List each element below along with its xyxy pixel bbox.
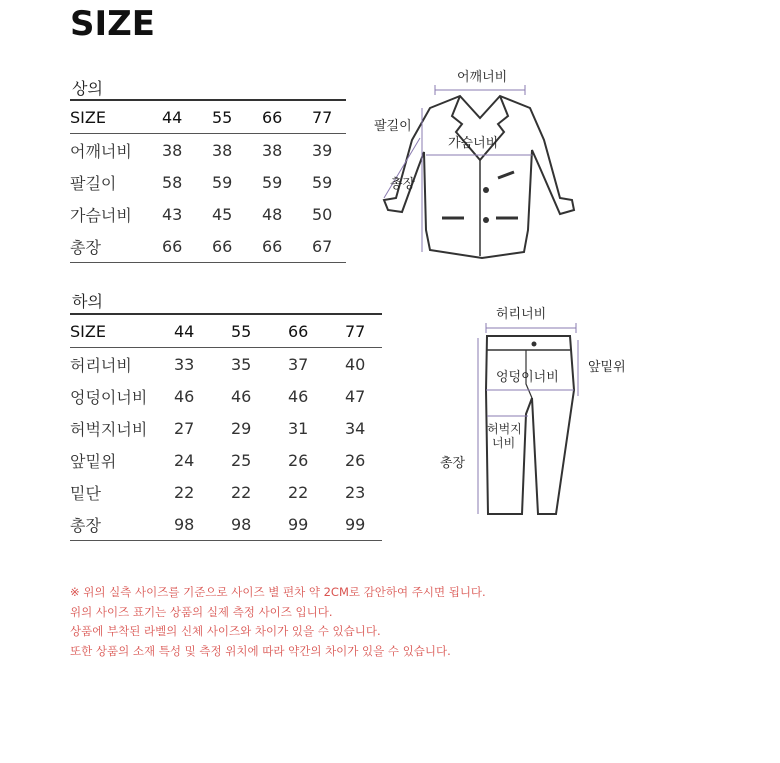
cell: 25 (231, 450, 252, 470)
cell: 59 (262, 172, 283, 192)
page-title: SIZE (70, 4, 156, 44)
header-cell: 66 (262, 100, 312, 134)
thigh-width-label: 허벅지 (487, 422, 522, 436)
sleeve-length-label: 팔길이 (374, 119, 412, 134)
cell: 27 (174, 418, 195, 438)
waist-width-label: 허리너비 (496, 307, 547, 322)
table-row (70, 134, 346, 167)
cell: 22 (288, 482, 309, 502)
row-label: 팔길이 (70, 173, 117, 193)
table-row (70, 348, 382, 381)
header-cell: 55 (212, 100, 262, 134)
cell: 66 (212, 230, 262, 263)
table-header-row (70, 100, 346, 134)
note-line: 또한 상품의 소재 특성 및 측정 위치에 따라 약간의 차이가 있을 수 있습니다. (70, 643, 451, 658)
header-cell: SIZE (70, 314, 174, 348)
cell: 50 (312, 204, 333, 224)
note-line: 위의 사이즈 표기는 상품의 실제 측정 사이즈 입니다. (70, 604, 333, 619)
jacket-diagram (360, 60, 590, 270)
cell: 66 (162, 230, 212, 263)
cell: 98 (231, 508, 288, 541)
cell: 33 (174, 354, 195, 374)
cell: 24 (174, 450, 195, 470)
top-size-table (70, 99, 346, 263)
row-label: 총장 (70, 508, 174, 541)
shoulder-width-label: 어깨너비 (457, 70, 508, 85)
row-label: 밑단 (70, 483, 101, 503)
chest-width-label: 가슴너비 (448, 136, 499, 151)
table-header-row (70, 314, 382, 348)
cell: 23 (345, 482, 366, 502)
cell: 46 (174, 386, 195, 406)
row-label: 허리너비 (70, 355, 132, 375)
row-label: 어깨너비 (70, 141, 132, 161)
cell: 47 (345, 386, 366, 406)
cell: 38 (212, 140, 233, 160)
row-label: 총장 (70, 230, 162, 263)
header-cell: 77 (345, 314, 382, 348)
table-row (70, 166, 346, 198)
cell: 26 (345, 450, 366, 470)
cell: 38 (162, 140, 183, 160)
header-cell: 77 (312, 100, 346, 134)
cell: 43 (162, 204, 183, 224)
bottom-size-table (70, 313, 382, 541)
cell: 67 (312, 230, 346, 263)
header-cell: 44 (174, 314, 231, 348)
cell: 99 (288, 508, 345, 541)
row-label: 엉덩이너비 (70, 387, 148, 407)
cell: 37 (288, 354, 309, 374)
table-row (70, 476, 382, 508)
hip-width-label: 엉덩이너비 (496, 370, 559, 385)
cell: 29 (231, 418, 252, 438)
table-row (70, 444, 382, 476)
header-cell: 66 (288, 314, 345, 348)
row-label: 가슴너비 (70, 205, 132, 225)
table-row (70, 198, 346, 230)
header-cell: SIZE (70, 100, 162, 134)
top-section-label: 상의 (72, 79, 103, 98)
header-cell: 44 (162, 100, 212, 134)
thigh-width-label-2: 너비 (492, 436, 516, 450)
cell: 22 (174, 482, 195, 502)
jacket-button (483, 187, 489, 193)
cell: 59 (212, 172, 233, 192)
header-cell: 55 (231, 314, 288, 348)
table-row (70, 230, 346, 263)
front-rise-label: 앞밑위 (588, 360, 626, 375)
pants-diagram (430, 296, 650, 530)
cell: 46 (231, 386, 252, 406)
cell: 40 (345, 354, 366, 374)
cell: 31 (288, 418, 309, 438)
table-row (70, 380, 382, 412)
total-length-label: 총장 (390, 177, 416, 192)
note-line: ※ 위의 실측 사이즈를 기준으로 사이즈 별 편차 약 2CM로 감안하여 주시면 됩니다. (70, 585, 486, 599)
cell: 39 (312, 140, 333, 160)
jacket-button (483, 217, 489, 223)
cell: 59 (312, 172, 333, 192)
cell: 38 (262, 140, 283, 160)
pants-button (532, 342, 537, 347)
cell: 58 (162, 172, 183, 192)
size-notes (70, 583, 486, 661)
note-line: 상품에 부착된 라벨의 신체 사이즈와 차이가 있을 수 있습니다. (70, 624, 381, 638)
row-label: 앞밑위 (70, 451, 117, 471)
bottom-section-label: 하의 (72, 292, 103, 311)
cell: 35 (231, 354, 252, 374)
cell: 99 (345, 508, 382, 541)
cell: 66 (262, 230, 312, 263)
cell: 34 (345, 418, 366, 438)
cell: 48 (262, 204, 283, 224)
row-label: 허벅지너비 (70, 419, 148, 439)
cell: 46 (288, 386, 309, 406)
pants-length-label: 총장 (440, 456, 466, 471)
table-row (70, 508, 382, 541)
cell: 98 (174, 508, 231, 541)
cell: 26 (288, 450, 309, 470)
cell: 45 (212, 204, 233, 224)
table-row (70, 412, 382, 444)
cell: 22 (231, 482, 252, 502)
